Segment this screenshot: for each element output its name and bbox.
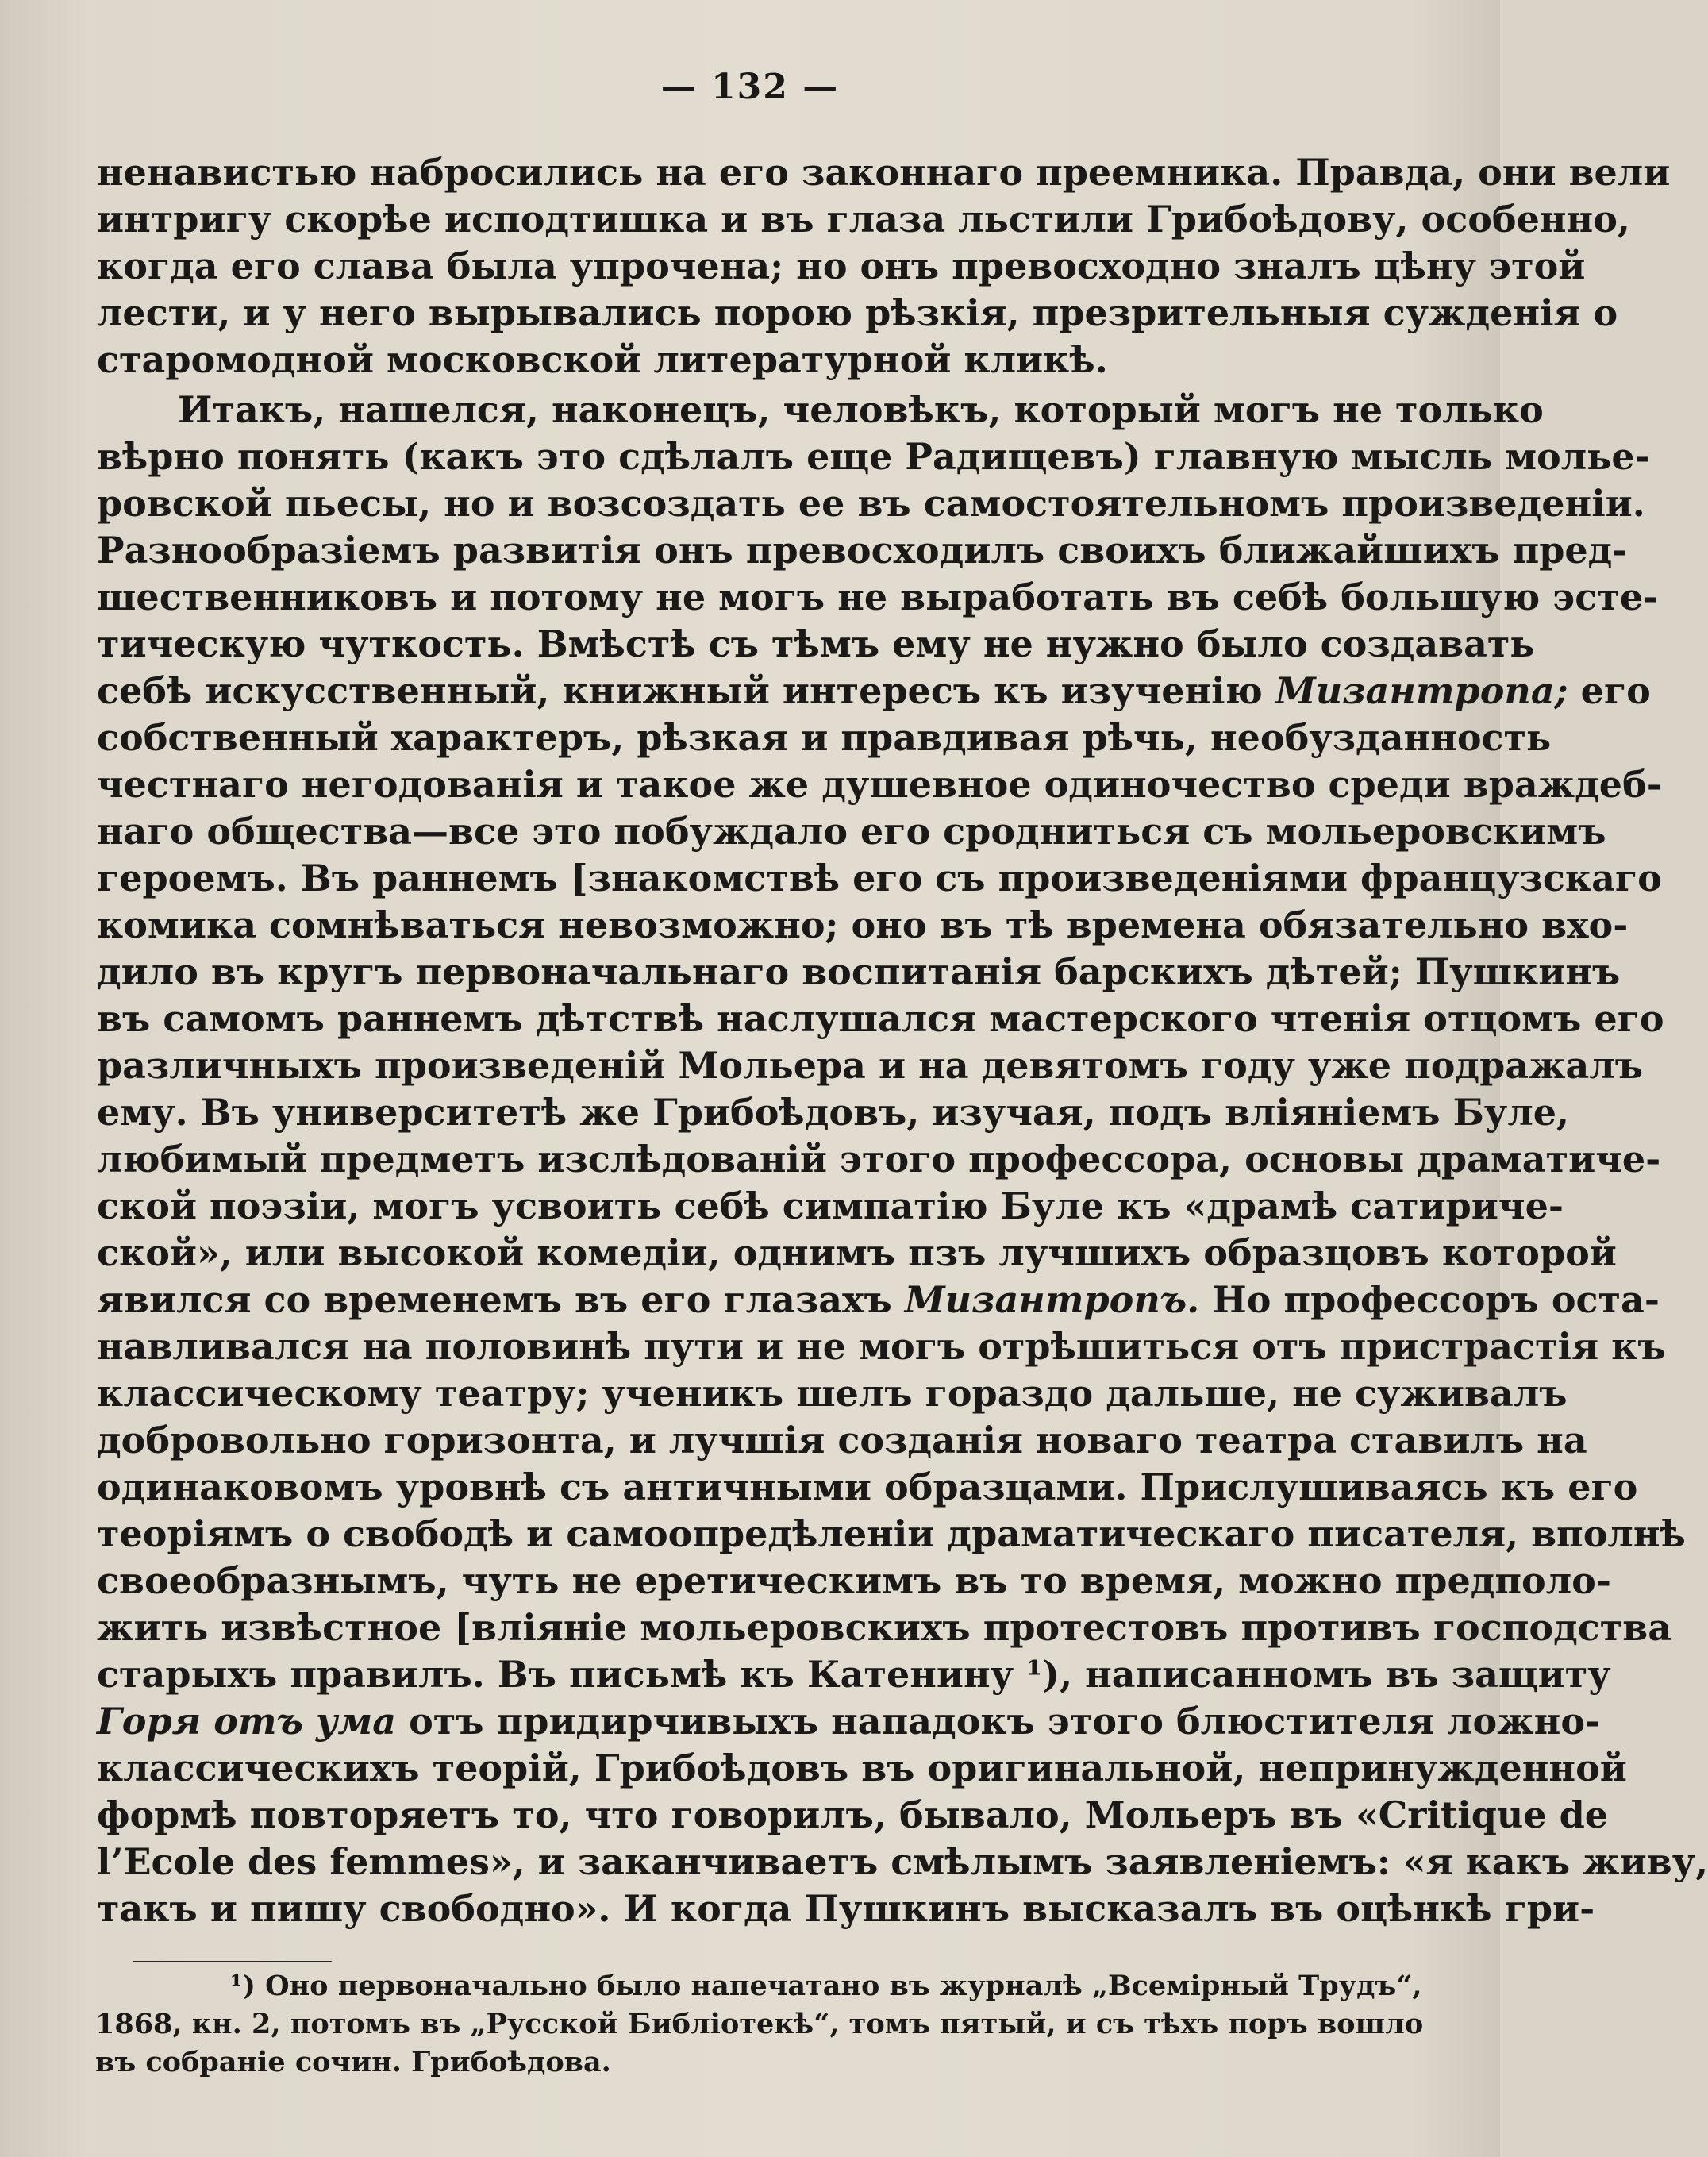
text-line: теоріямъ о свободѣ и самоопредѣленіи драматическаго писателя, вполнѣ — [97, 1512, 1686, 1555]
text-line: ровской пьесы, но и возсоздать ее въ самостоятельномъ произведеніи. — [97, 482, 1645, 525]
italic-title: Горя отъ ума — [97, 1700, 397, 1743]
text-line: собственный характеръ, рѣзкая и правдивая рѣчь, необузданность — [97, 716, 1552, 759]
text-line: такъ и пишу свободно». И когда Пушкинъ высказалъ въ оцѣнкѣ гри- — [97, 1887, 1595, 1930]
line-text: себѣ искусственный, книжный интересъ къ изученію — [97, 669, 1263, 712]
text-line: одинаковомъ уровнѣ съ античными образцами. Прислушиваясь къ его — [97, 1466, 1638, 1508]
text-line: шественниковъ и потому не могъ не выработать въ себѣ большую эсте- — [97, 576, 1659, 618]
text-line: ской», или высокой комедіи, однимъ пзъ лучшихъ образцовъ которой — [97, 1231, 1617, 1274]
text-line: своеобразнымъ, чуть не еретическимъ въ то время, можно предполо- — [97, 1559, 1611, 1602]
text-line: ему. Въ университетѣ же Грибоѣдовъ, изучая, подъ вліяніемъ Буле, — [97, 1091, 1570, 1134]
text-line: лести, и у него вырывались порою рѣзкія, презрительныя сужденія о — [97, 291, 1618, 334]
text-line: формѣ повторяетъ то, что говорилъ, бывало, Мольеръ въ «Critique de — [97, 1793, 1609, 1836]
main-text — [97, 149, 1708, 1932]
text-line: старыхъ правилъ. Въ письмѣ къ Катенину ¹), написанномъ въ защиту — [97, 1653, 1611, 1696]
text-line: ненавистью набросились на его законнаго преемника. Правда, они вели — [97, 151, 1671, 194]
text-line: классическихъ теорій, Грибоѣдовъ въ оригинальной, непринужденной — [97, 1747, 1627, 1789]
text-line: тическую чуткость. Вмѣстѣ съ тѣмъ ему не нужно было создавать — [97, 622, 1535, 665]
text-line: наго общества—все это побуждало его сродниться съ мольеровскимъ — [97, 810, 1606, 853]
text-line: дило въ кругъ первоначальнаго воспитанія барскихъ дѣтей; Пушкинъ — [97, 950, 1621, 993]
italic-title: Мизантропъ. — [904, 1278, 1200, 1321]
page-number: — 132 — — [660, 67, 840, 107]
text-line: старомодной московской литературной кликѣ. — [97, 338, 1108, 381]
footnote-line: въ собраніе сочин. Грибоѣдова. — [95, 2046, 611, 2078]
text-line — [97, 668, 1651, 715]
footnote-line: 1868, кн. 2, потомъ въ „Русской Библіотекѣ“, томъ пятый, и съ тѣхъ поръ вошло — [95, 2008, 1424, 2040]
text-line: героемъ. Въ раннемъ [знакомствѣ его съ произведеніями французскаго — [97, 857, 1662, 899]
text-line: интригу скорѣе исподтишка и въ глаза льстили Грибоѣдову, особенно, — [97, 198, 1630, 241]
text-line: въ самомъ раннемъ дѣтствѣ наслушался мастерского чтенія отцомъ его — [97, 997, 1664, 1040]
paragraph-2 — [97, 387, 1708, 1932]
text-line: жить извѣстное [вліяніе мольеровскихъ протестовъ противъ господства — [97, 1606, 1672, 1649]
line-text: явился со временемъ въ его глазахъ — [97, 1278, 892, 1321]
text-line: комика сомнѣваться невозможно; оно въ тѣ времена обязательно вхо- — [97, 903, 1629, 946]
text-line — [97, 1277, 1660, 1323]
italic-title: Мизантропа; — [1275, 669, 1568, 712]
footnote — [95, 1967, 1424, 2082]
text-line: классическому театру; ученикъ шелъ гораздо дальше, не суживалъ — [97, 1372, 1568, 1415]
line-text: его — [1580, 669, 1651, 712]
footnote-divider — [133, 1961, 332, 1962]
text-line: честнаго негодованія и такое же душевное одиночество среди враждеб- — [97, 763, 1662, 806]
text-line: навливался на половинѣ пути и не могъ отрѣшиться отъ пристрастія къ — [97, 1325, 1666, 1368]
line-text: Но профессоръ оста- — [1212, 1278, 1660, 1321]
text-line: Разнообразіемъ развитія онъ превосходилъ своихъ ближайшихъ пред- — [97, 529, 1628, 572]
text-line: ской поэзіи, могъ усвоить себѣ симпатію Буле къ «драмѣ сатириче- — [97, 1184, 1564, 1227]
text-line: Итакъ, нашелся, наконецъ, человѣкъ, который могъ не только — [178, 388, 1544, 431]
text-line: любимый предметъ изслѣдованій этого профессора, основы драматиче- — [97, 1138, 1661, 1181]
footnote-line: ¹) Оно первоначально было напечатано въ журналѣ „Всемірный Трудъ“, — [230, 1970, 1422, 2002]
text-line: когда его слава была упрочена; но онъ превосходно зналъ цѣну этой — [97, 245, 1586, 287]
line-text: отъ придирчивыхъ нападокъ этого блюстителя ложно- — [409, 1700, 1601, 1743]
text-line: добровольно горизонта, и лучшія созданія новаго театра ставилъ на — [97, 1419, 1587, 1462]
text-line: l’Ecole des femmes», и заканчиваетъ смѣлымъ заявленіемъ: «я какъ живу, — [97, 1840, 1708, 1883]
text-line — [97, 1698, 1601, 1745]
paragraph-1 — [97, 149, 1671, 383]
text-line: различныхъ произведеній Мольера и на девятомъ году уже подражалъ — [97, 1044, 1644, 1087]
text-line: вѣрно понять (какъ это сдѣлалъ еще Радищевъ) главную мысль мольe- — [97, 435, 1650, 478]
